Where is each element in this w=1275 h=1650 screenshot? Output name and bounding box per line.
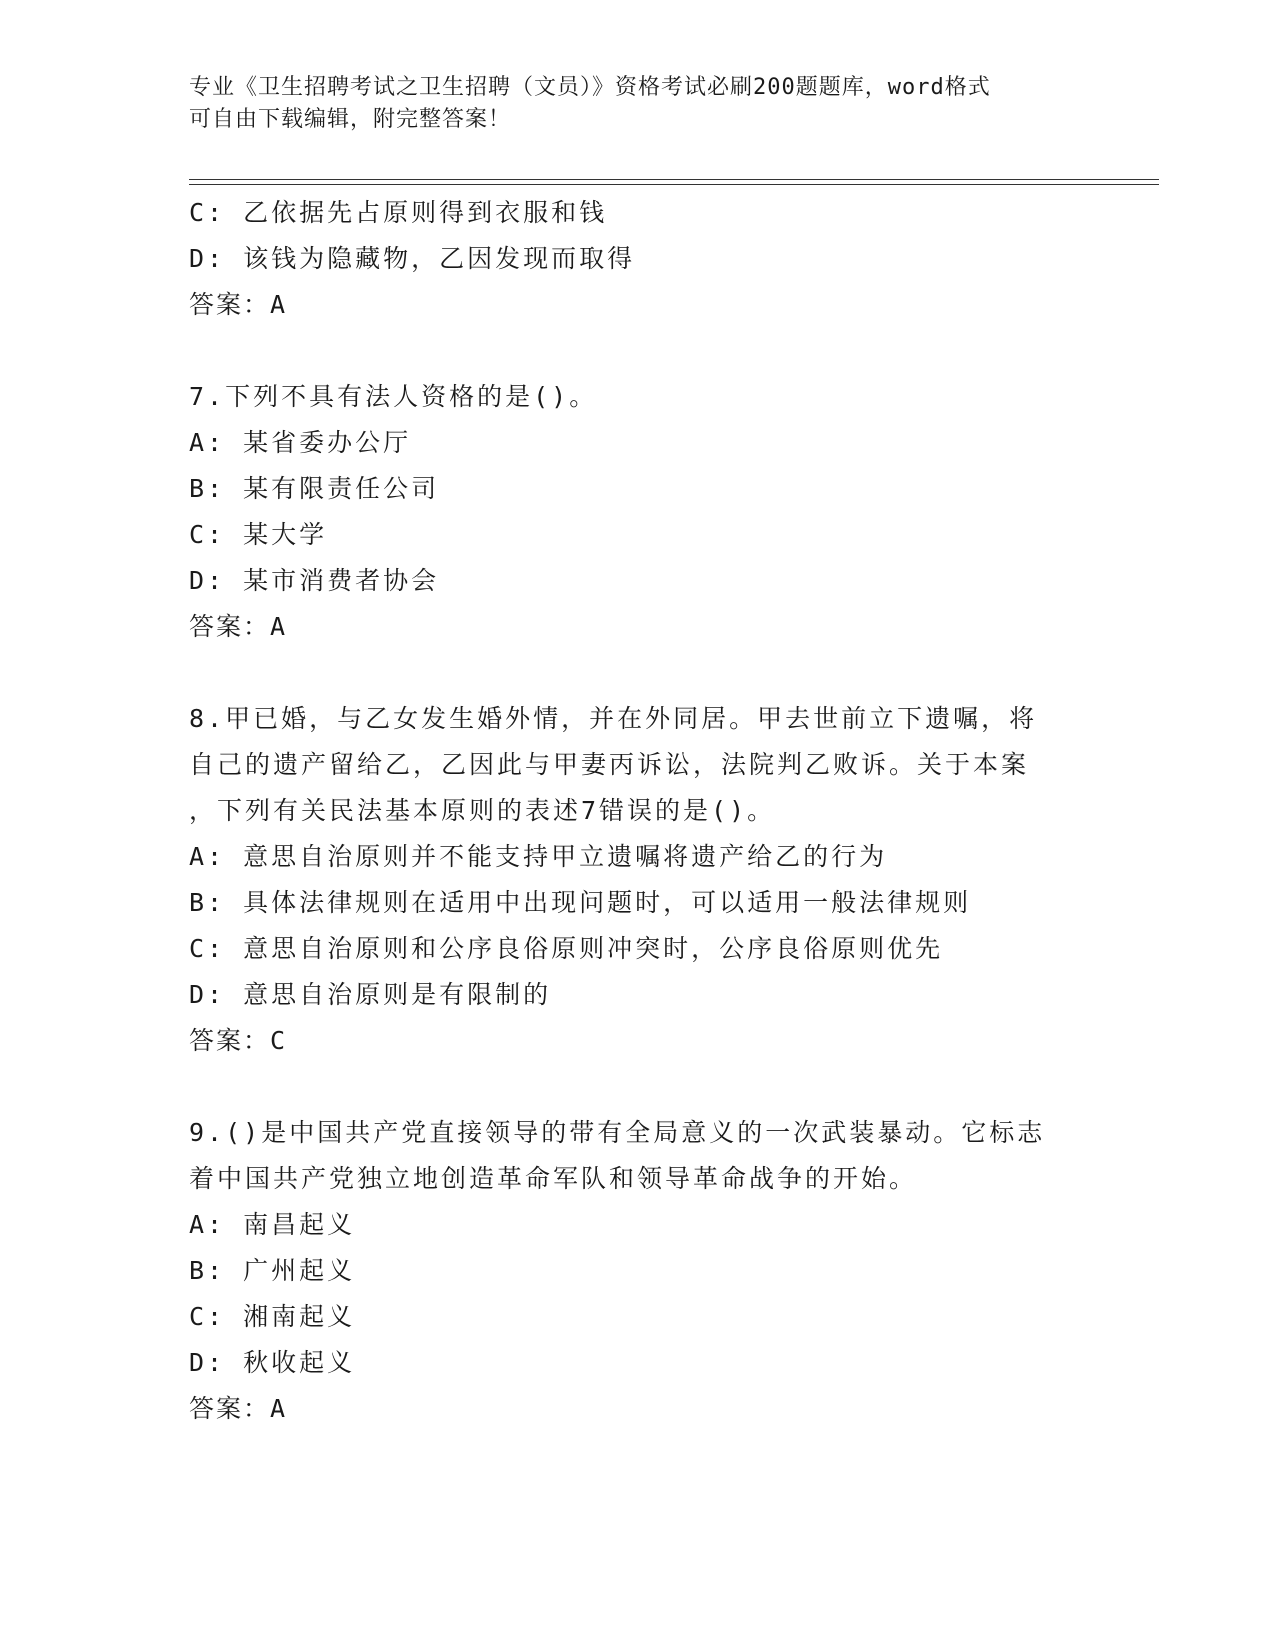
answer-line: 答案：C xyxy=(189,1026,288,1055)
question-8 xyxy=(189,696,1069,1064)
option-a: A: 意思自治原则并不能支持甲立遗嘱将遗产给乙的行为 xyxy=(189,842,888,871)
question-stem-line-2: 着中国共产党独立地创造革命军队和领导革命战争的开始。 xyxy=(189,1164,918,1193)
option-c: C: 乙依据先占原则得到衣服和钱 xyxy=(189,198,608,227)
answer-line: 答案：A xyxy=(189,290,288,319)
option-a: A: 南昌起义 xyxy=(189,1210,356,1239)
option-b: B: 某有限责任公司 xyxy=(189,474,440,503)
question-9 xyxy=(189,1110,1069,1432)
answer-line: 答案：A xyxy=(189,612,288,641)
question-stem-line-1: 8.甲已婚，与乙女发生婚外情，并在外同居。甲去世前立下遗嘱，将 xyxy=(189,704,1038,733)
option-c: C: 意思自治原则和公序良俗原则冲突时，公序良俗原则优先 xyxy=(189,934,944,963)
option-d: D: 意思自治原则是有限制的 xyxy=(189,980,552,1009)
option-a: A: 某省委办公厅 xyxy=(189,428,412,457)
option-d: D: 该钱为隐藏物，乙因发现而取得 xyxy=(189,244,636,273)
question-stem-line-2: 自己的遗产留给乙，乙因此与甲妻丙诉讼，法院判乙败诉。关于本案 xyxy=(189,750,1030,779)
option-b: B: 广州起义 xyxy=(189,1256,356,1285)
header-line-1: 专业《卫生招聘考试之卫生招聘（文员）》资格考试必刷200题题库，word格式 xyxy=(189,75,991,100)
document-header xyxy=(189,72,1089,136)
header-divider-bottom xyxy=(189,184,1159,185)
header-line-2: 可自由下载编辑，附完整答案！ xyxy=(189,107,512,132)
question-stem-line-1: 9.()是中国共产党直接领导的带有全局意义的一次武装暴动。它标志 xyxy=(189,1118,1046,1147)
answer-line: 答案：A xyxy=(189,1394,288,1423)
option-c: C: 湘南起义 xyxy=(189,1302,356,1331)
option-b: B: 具体法律规则在适用中出现问题时，可以适用一般法律规则 xyxy=(189,888,972,917)
spacer xyxy=(189,650,1069,696)
option-d: D: 某市消费者协会 xyxy=(189,566,440,595)
spacer xyxy=(189,1064,1069,1110)
question-7 xyxy=(189,374,1069,650)
question-6-tail xyxy=(189,190,1069,328)
option-c: C: 某大学 xyxy=(189,520,328,549)
spacer xyxy=(189,328,1069,374)
question-content xyxy=(189,190,1069,1432)
option-d: D: 秋收起义 xyxy=(189,1348,356,1377)
question-stem-line-3: ，下列有关民法基本原则的表述7错误的是()。 xyxy=(189,796,776,825)
question-stem: 7.下列不具有法人资格的是()。 xyxy=(189,382,598,411)
header-divider-top xyxy=(189,179,1159,180)
